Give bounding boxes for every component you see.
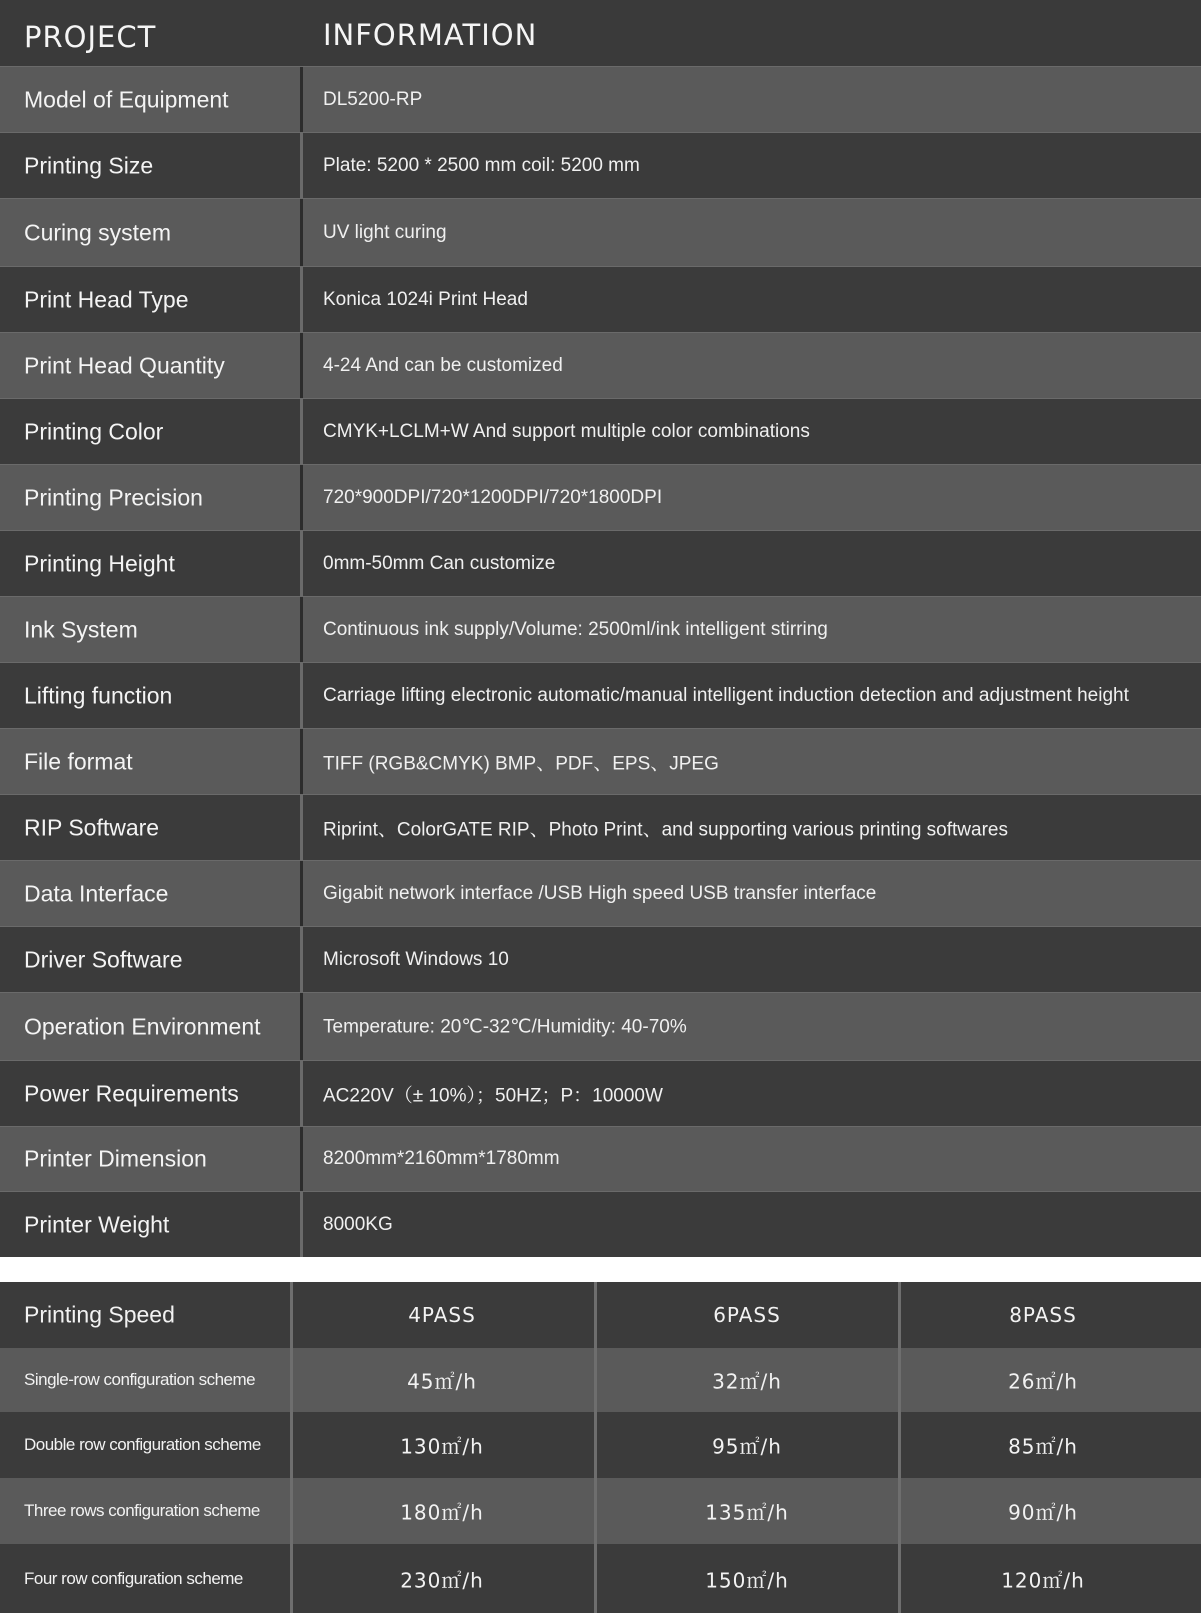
spec-value: Gigabit network interface /USB High speed USB transfer interface [323,882,877,904]
spec-label: Printing Color [24,418,164,444]
spec-row-printing-color [0,398,1201,464]
spec-label: Printer Dimension [24,1145,207,1172]
spec-label: Print Head Quantity [24,352,225,378]
column-divider [300,729,303,794]
spec-value: Carriage lifting electronic automatic/manual intelligent induction detection and adjustment height [323,684,1129,706]
speed-row-four [0,1544,1201,1613]
speed-value: 85㎡/h [1008,1434,1078,1459]
speed-value: 120㎡/h [1001,1568,1085,1592]
speed-row-label: Single-row configuration scheme [24,1370,256,1389]
spec-row-printing-height [0,530,1201,596]
spec-value: AC220V（± 10%）；50HZ；P：10000W [323,1085,663,1106]
spec-label: Model of Equipment [24,86,229,112]
column-divider [300,1061,303,1126]
speed-row-label: Double row configuration scheme [24,1435,261,1454]
column-divider [300,399,303,464]
header-project: PROJECT [24,20,157,54]
spec-value: TIFF (RGB&CMYK) BMP、PDF、EPS、JPEG [323,753,719,774]
speed-value: 95㎡/h [712,1434,782,1459]
column-divider [300,663,303,728]
spec-row-driver-software [0,926,1201,992]
speed-value: 135㎡/h [705,1500,789,1525]
spec-row-printer-dimension [0,1126,1201,1191]
spec-label: Printer Weight [24,1211,170,1237]
speed-value: 130㎡/h [400,1434,484,1459]
spec-label: Printing Height [24,550,175,576]
speed-value: 26㎡/h [1008,1369,1078,1394]
spec-row-printer-weight [0,1191,1201,1257]
column-divider [300,597,303,662]
spec-value: 8000KG [323,1213,393,1235]
spec-label: Printing Size [24,152,154,178]
spec-row-rip-software [0,794,1201,860]
speed-row-double [0,1412,1201,1478]
column-divider [300,795,303,860]
spec-label: Lifting function [24,682,173,708]
column-divider [300,927,303,992]
spec-label: Print Head Type [24,286,189,312]
speed-value: 150㎡/h [705,1568,789,1592]
speed-value: 45㎡/h [407,1369,477,1394]
column-divider [300,993,303,1060]
column-divider [300,133,303,198]
spec-row-lifting-function [0,662,1201,728]
speed-header-4pass: 4PASS [408,1303,476,1327]
column-divider [300,531,303,596]
speed-row-three [0,1478,1201,1544]
speed-header-6pass: 6PASS [713,1303,781,1327]
spec-row-print-head-quantity [0,332,1201,398]
spec-row-ink-system [0,596,1201,662]
spec-value: DL5200-RP [323,88,423,110]
speed-column-divider [290,1282,293,1613]
spec-row-curing-system [0,198,1201,266]
column-divider [300,465,303,530]
speed-value: 230㎡/h [400,1568,484,1592]
spec-value: CMYK+LCLM+W And support multiple color combinations [323,420,810,442]
speed-value: 32㎡/h [712,1369,782,1394]
spec-value: Konica 1024i Print Head [323,288,528,310]
spec-row-model [0,66,1201,132]
speed-header-8pass: 8PASS [1009,1303,1077,1327]
spec-value: 8200mm*2160mm*1780mm [323,1148,560,1169]
spec-label: Data Interface [24,880,169,906]
spec-label: Printing Precision [24,484,203,510]
spec-label: Power Requirements [24,1080,239,1106]
column-divider [300,1127,303,1191]
spec-row-data-interface [0,860,1201,926]
spec-table-header [0,0,1201,66]
spec-label: Operation Environment [24,1013,261,1039]
spec-value: 4-24 And can be customized [323,354,563,376]
spec-value: Continuous ink supply/Volume: 2500ml/ink intelligent stirring [323,618,828,640]
column-divider [300,67,303,132]
spec-value: UV light curing [323,221,447,243]
speed-table [0,1282,1201,1613]
spec-label: File format [24,748,133,774]
spec-value: 720*900DPI/720*1200DPI/720*1800DPI [323,486,663,508]
spec-row-print-head-type [0,266,1201,332]
spec-row-operation-environment [0,992,1201,1060]
spec-row-power-requirements [0,1060,1201,1126]
speed-row-single [0,1348,1201,1412]
spec-row-printing-precision [0,464,1201,530]
spec-label: Ink System [24,616,138,642]
speed-column-divider [898,1282,901,1613]
speed-row-label: Four row configuration scheme [24,1568,243,1588]
speed-value: 180㎡/h [400,1500,484,1525]
spec-value: 0mm-50mm Can customize [323,552,556,574]
column-divider [300,267,303,332]
spec-label: Driver Software [24,946,183,972]
spec-label: Curing system [24,219,171,245]
spec-value: Microsoft Windows 10 [323,948,509,970]
speed-row-label: Three rows configuration scheme [24,1501,260,1520]
column-divider [300,861,303,926]
spec-row-file-format [0,728,1201,794]
spec-label: RIP Software [24,814,160,840]
speed-header-label: Printing Speed [24,1301,175,1328]
column-divider [300,333,303,398]
spec-value: Temperature: 20℃-32℃/Humidity: 40-70% [323,1016,687,1037]
spec-value: Riprint、ColorGATE RIP、Photo Print、and supporting various printing softwares [323,819,1008,840]
speed-column-divider [594,1282,597,1613]
column-divider [300,199,303,266]
speed-header-row [0,1282,1201,1348]
header-information: INFORMATION [323,18,538,52]
column-divider [300,1192,303,1257]
spec-value: Plate: 5200 * 2500 mm coil: 5200 mm [323,154,640,176]
spec-row-printing-size [0,132,1201,198]
speed-value: 90㎡/h [1008,1500,1078,1525]
